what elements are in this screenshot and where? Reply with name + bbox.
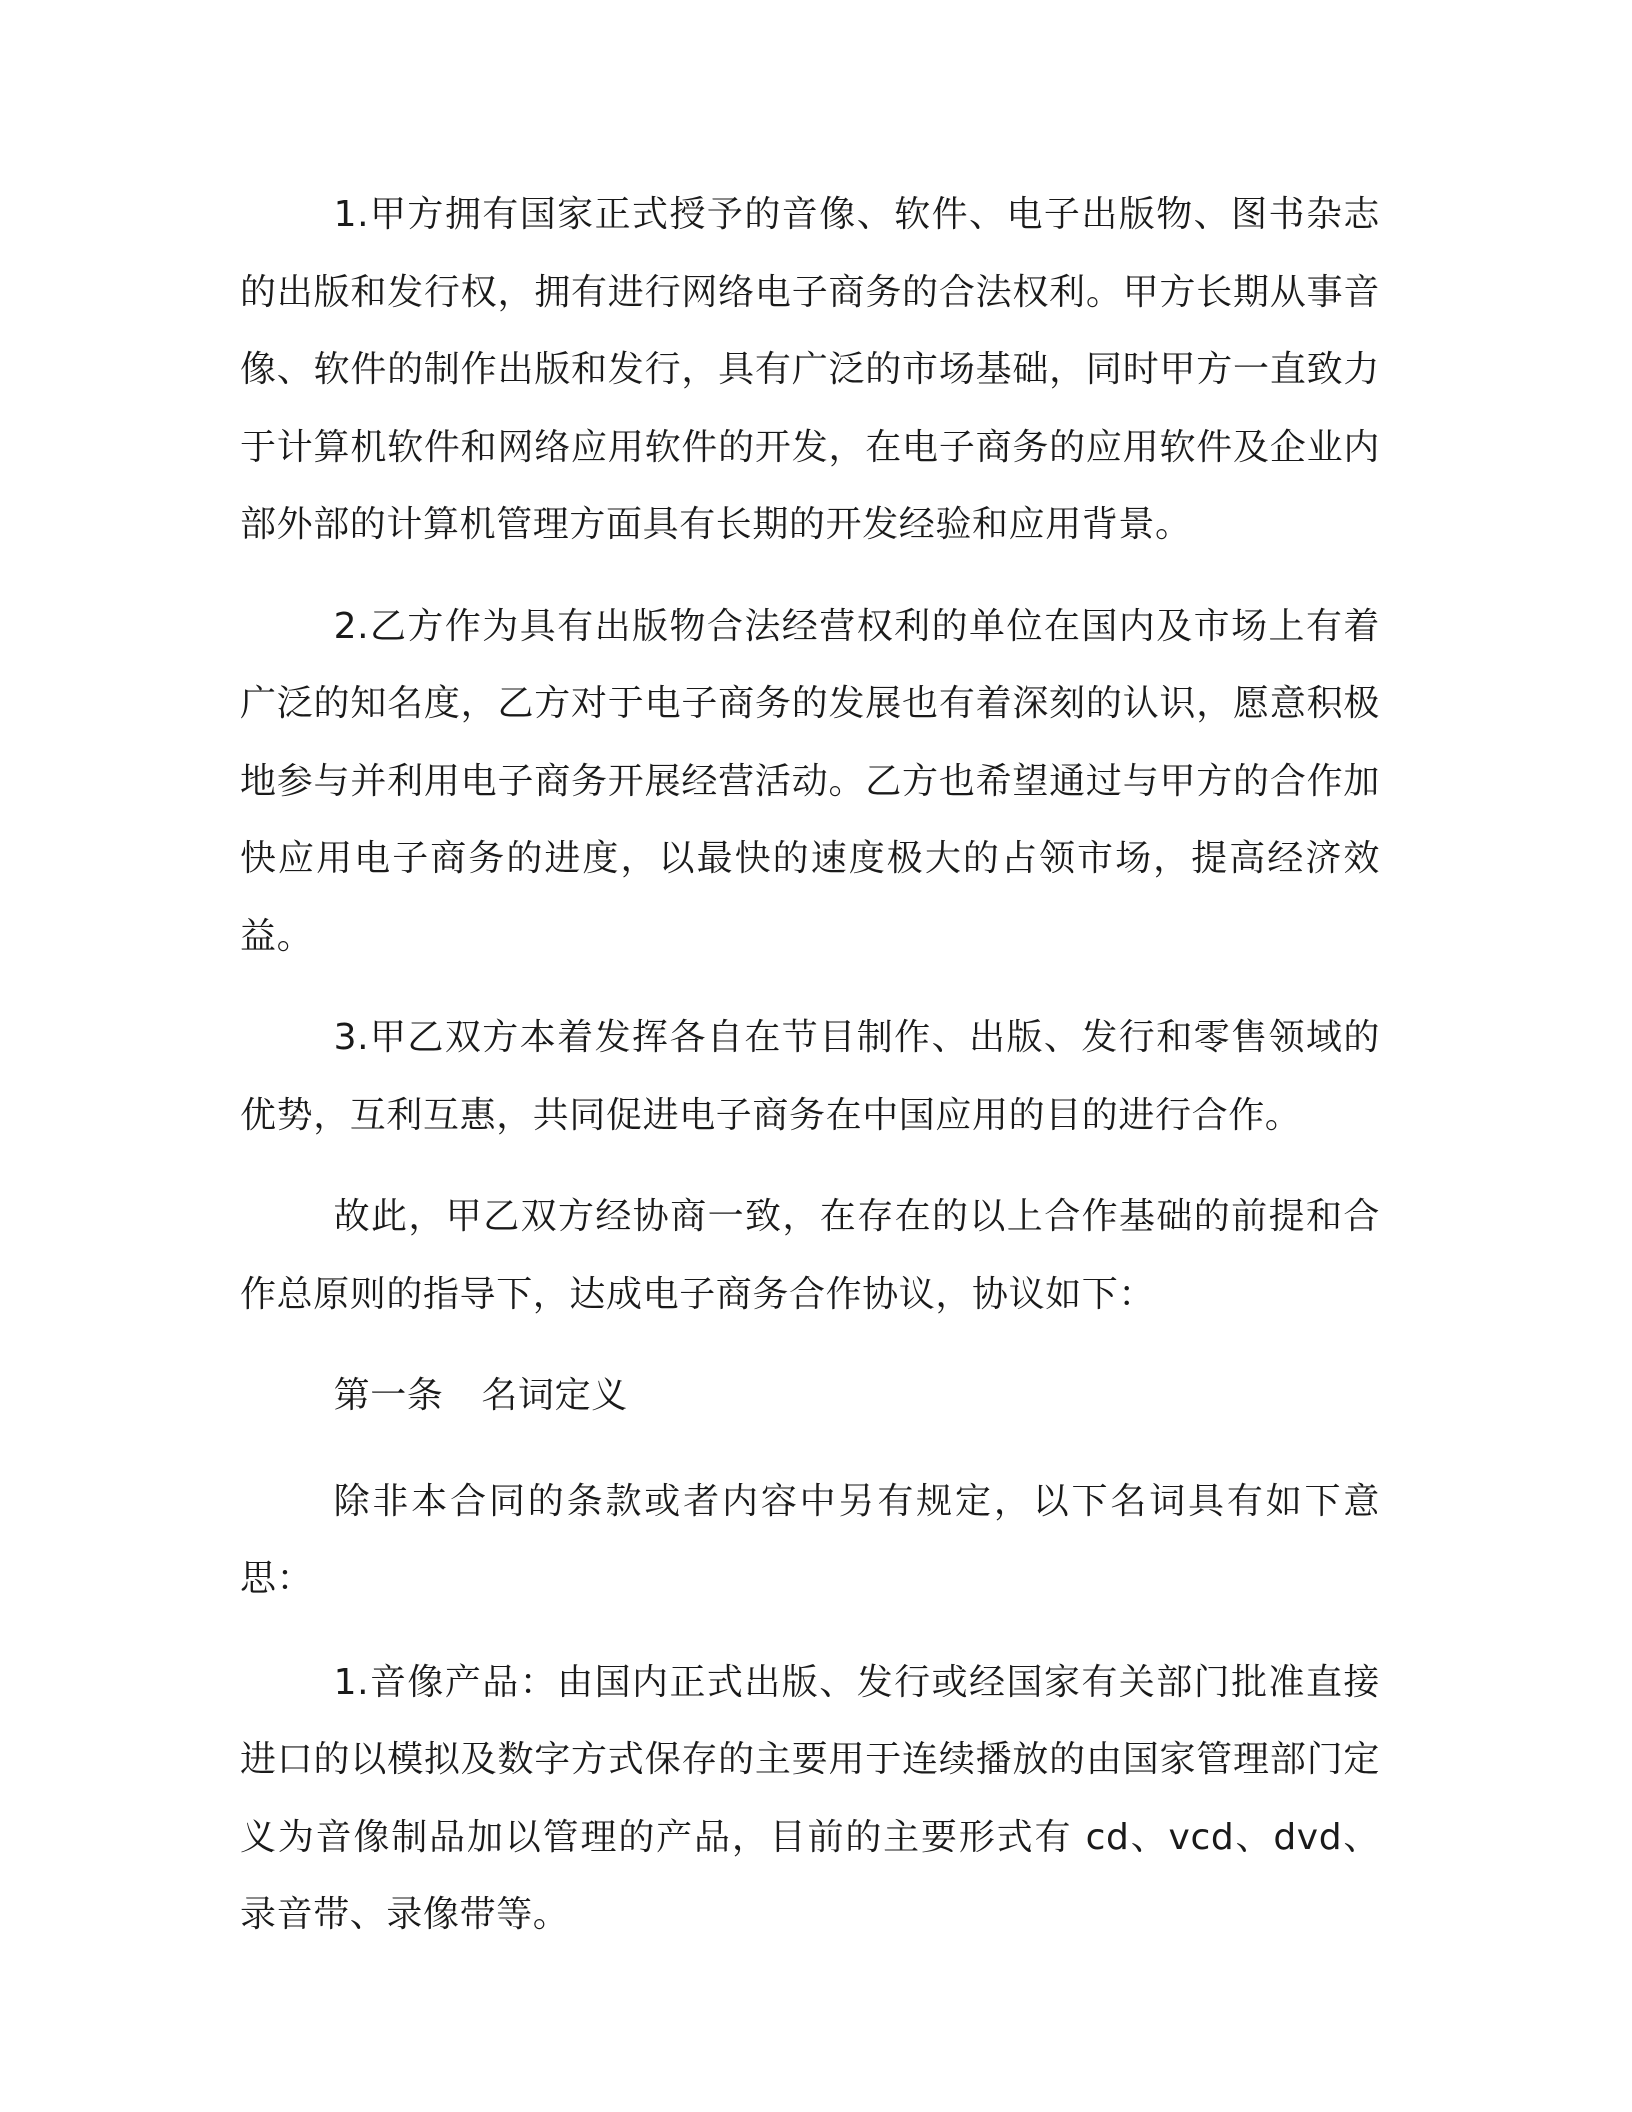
paragraph-definitions-intro: 除非本合同的条款或者内容中另有规定，以下名词具有如下意思：: [240, 1480, 1380, 1599]
article-heading: [240, 1357, 1380, 1435]
article-title: 名词定义: [481, 1375, 628, 1416]
paragraph-cooperation-purpose: 3.甲乙双方本着发挥各自在节目制作、出版、发行和零售领域的优势，互利互惠，共同促进电子商务在中国应用的目的进行合作。: [240, 1017, 1380, 1136]
document-body: [240, 176, 1380, 1978]
paragraph-agreement-intro: 故此，甲乙双方经协商一致，在存在的以上合作基础的前提和合作总原则的指导下，达成电子商务合作协议，协议如下：: [240, 1196, 1380, 1315]
paragraph-definition-av-products: 1.音像产品：由国内正式出版、发行或经国家有关部门批准直接进口的以模拟及数字方式保存的主要用于连续播放的由国家管理部门定义为音像制品加以管理的产品，目前的主要形式有 cd、vcd、dvd、录音带、录像带等。: [240, 1661, 1380, 1935]
paragraph-party-b-background: 2.乙方作为具有出版物合法经营权利的单位在国内及市场上有着广泛的知名度，乙方对于电子商务的发展也有着深刻的认识，愿意积极地参与并利用电子商务开展经营活动。乙方也希望通过与甲方的合作加快应用电子商务的进度，以最快的速度极大的占领市场，提高经济效益。: [240, 605, 1380, 957]
paragraph-party-a-background: 1.甲方拥有国家正式授予的音像、软件、电子出版物、图书杂志的出版和发行权，拥有进行网络电子商务的合法权利。甲方长期从事音像、软件的制作出版和发行，具有广泛的市场基础，同时甲方一直致力于计算机软件和网络应用软件的开发，在电子商务的应用软件及企业内部外部的计算机管理方面具有长期的开发经验和应用背景。: [240, 194, 1380, 545]
article-number: 第一条: [333, 1375, 444, 1416]
